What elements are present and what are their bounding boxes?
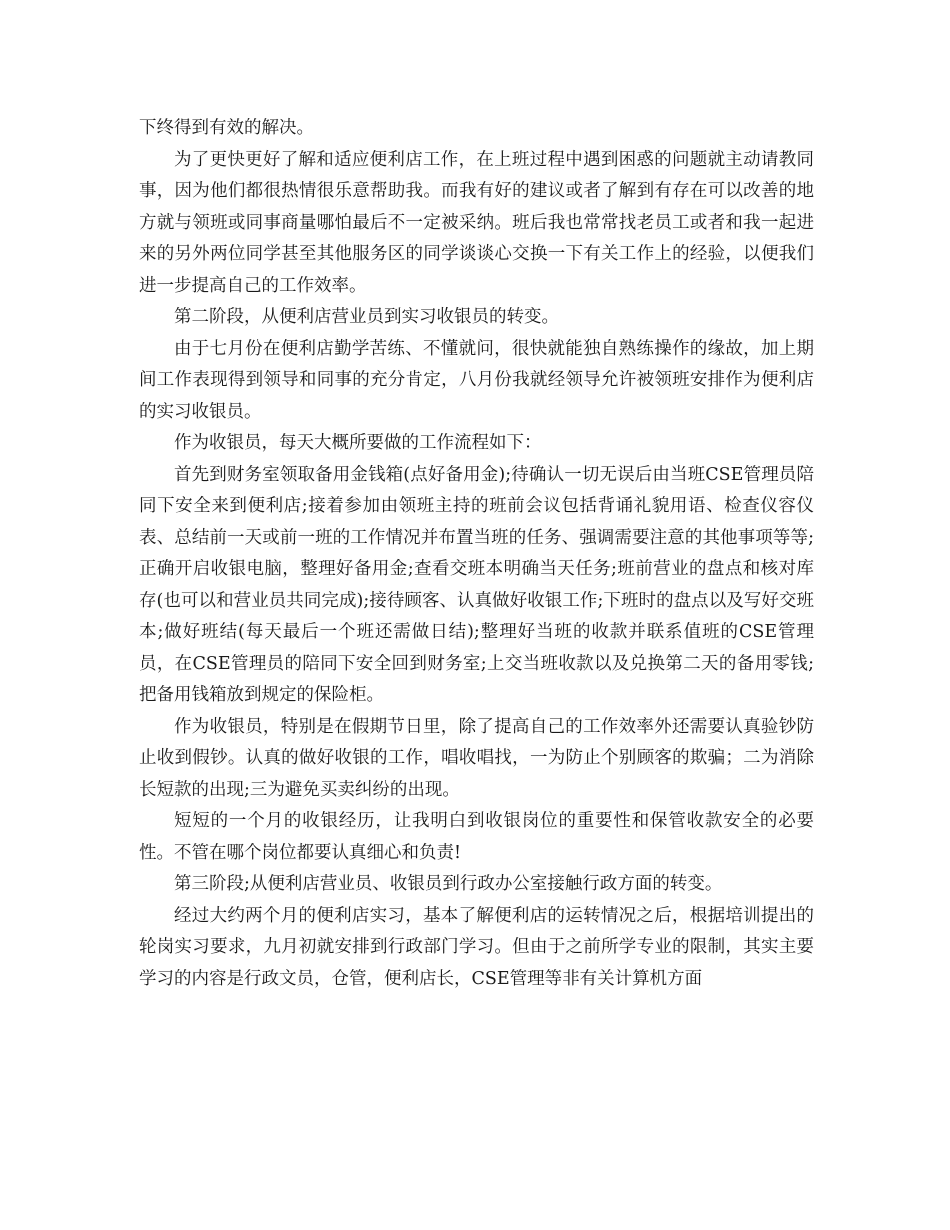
paragraph-5: 作为收银员，每天大概所要做的工作流程如下： xyxy=(174,433,542,453)
paragraph-8: 短短的一个月的收银经历，让我明白到收银岗位的重要性和保管收款安全的必要性。不管在哪个岗位都要认真细心和负责! xyxy=(139,811,814,863)
paragraph-9: 第三阶段;从便利店营业员、收银员到行政办公室接触行政方面的转变。 xyxy=(174,874,723,894)
document-body xyxy=(139,113,814,995)
paragraph-2: 为了更快更好了解和适应便利店工作，在上班过程中遇到困惑的问题就主动请教同事，因为他们都很热情很乐意帮助我。而我有好的建议或者了解到有存在可以改善的地方就与领班或同事商量哪怕最后不一定被采纳。班后我也常常找老员工或者和我一起进来的另外两位同学甚至其他服务区的同学谈谈心交换一下有关工作上的经验，以便我们进一步提高自己的工作效率。 xyxy=(139,149,814,296)
paragraph-1: 下终得到有效的解决。 xyxy=(139,118,314,138)
paragraph-10: 经过大约两个月的便利店实习，基本了解便利店的运转情况之后，根据培训提出的轮岗实习要求，九月初就安排到行政部门学习。但由于之前所学专业的限制，其实主要学习的内容是行政文员，仓管，便利店长，CSE管理等非有关计算机方面 xyxy=(139,905,814,989)
paragraph-3: 第二阶段，从便利店营业员到实习收银员的转变。 xyxy=(174,307,559,327)
paragraph-7: 作为收银员，特别是在假期节日里，除了提高自己的工作效率外还需要认真验钞防止收到假钞。认真的做好收银的工作，唱收唱找，一为防止个别顾客的欺骗；二为消除长短款的出现;三为避免买卖纠纷的出现。 xyxy=(139,716,814,800)
paragraph-6: 首先到财务室领取备用金钱箱(点好备用金);待确认一切无误后由当班CSE管理员陪同下安全来到便利店;接着参加由领班主持的班前会议包括背诵礼貌用语、检查仪容仪表、总结前一天或前一班的工作情况并布置当班的任务、强调需要注意的其他事项等等;正确开启收银电脑，整理好备用金;查看交班本明确当天任务;班前营业的盘点和核对库存(也可以和营业员共同完成);接待顾客、认真做好收银工作;下班时的盘点以及写好交班本;做好班结(每天最后一个班还需做日结);整理好当班的收款并联系值班的CSE管理员，在CSE管理员的陪同下安全回到财务室;上交当班收款以及兑换第二天的备用零钱;把备用钱箱放到规定的保险柜。 xyxy=(139,464,814,705)
paragraph-4: 由于七月份在便利店勤学苦练、不懂就问，很快就能独自熟练操作的缘故，加上期间工作表现得到领导和同事的充分肯定，八月份我就经领导允许被领班安排作为便利店的实习收银员。 xyxy=(139,338,814,422)
